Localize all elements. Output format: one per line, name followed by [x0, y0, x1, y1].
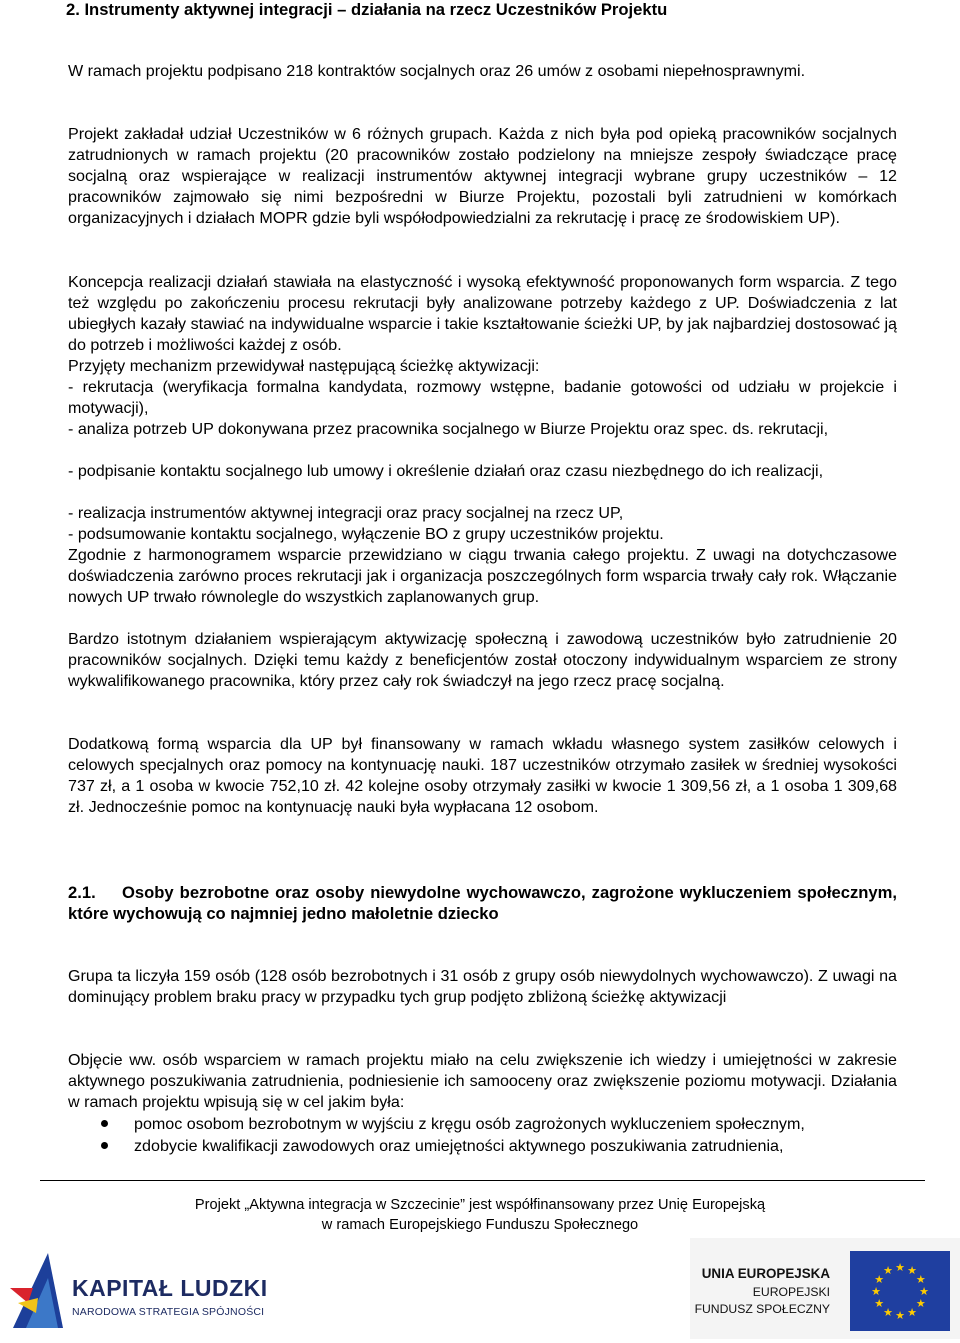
paragraph: Zgodnie z harmonogramem wsparcie przewidziano w ciągu trwania całego projektu. Z uwagi na dotychczasowe doświadczenia zarówno proces rekrutacji jak i organizacja poszczególnych form wsparcia trwały cały rok. Włączanie nowych UP trwało równolegle do wszystkich zaplanowanych grup. [68, 546, 897, 606]
paragraph: Objęcie ww. osób wsparciem w ramach projektu miało na celu zwiększenie ich wiedzy i umiejętności w zakresie aktywnego poszukiwania zatrudnienia, podniesienie ich samooceny oraz zwiększenie poziomu motywacji. Działania w ramach projektu wpisują się w cel jakim była: [68, 1051, 897, 1111]
footer-text [0, 1195, 960, 1235]
bullet-list [68, 1113, 897, 1157]
eu-star-icon: ★ [907, 1265, 917, 1278]
eu-star-icon: ★ [874, 1274, 885, 1286]
list-item: zdobycie kwalifikacji zawodowych oraz umiejętności aktywnego poszukiwania zatrudnienia, [68, 1135, 897, 1157]
subsection-number: 2.1. [68, 883, 96, 902]
eu-star-icon: ★ [907, 1306, 917, 1319]
paragraph: Bardzo istotnym działaniem wspierającym aktywizację społeczną i zawodową uczestników było zatrudnienie 20 pracowników socjalnych. Dzięki temu każdy z beneficjentów został otoczony indywidualnym wsparciem ze strony wykwalifikowanego pracownika, który przez cały rok świadczył na jego rzecz pracę socjalną. [68, 630, 897, 690]
footer-line: Projekt „Aktywna integracja w Szczecinie” jest współfinansowany przez Unię Europejską [194, 1197, 766, 1213]
eu-star-icon: ★ [883, 1265, 893, 1278]
eu-star-icon: ★ [919, 1286, 929, 1298]
paragraph: Dodatkową formą wsparcia dla UP był finansowany w ramach wkładu własnego system zasiłków celowych i celowych specjalnych oraz pomocy na kontynuację nauki. 187 uczestników otrzymało zasiłek w średniej wysokości 737 zł, a 1 osoba w kwocie 752,10 zł. 42 kolejne osoby otrzymały zasiłki w kwocie 1 309,56 zł, a 1 osoba 1 309,68 zł. Jednocześnie pomoc na kontynuację nauki była wypłacana 12 osobom. [68, 735, 897, 816]
eu-flag-icon [850, 1251, 950, 1331]
eu-title: UNIA EUROPEJSKA [701, 1266, 830, 1281]
eu-star-icon: ★ [895, 1310, 905, 1322]
list-line: - realizacja instrumentów aktywnej integracji oraz pracy socjalnej na rzecz UP, [68, 504, 624, 522]
bullet-icon [101, 1120, 108, 1127]
paragraph: Koncepcja realizacji działań stawiała na elastyczność i wysoką efektywność proponowanych form wsparcia. Z tego też względu po zakończeniu procesu rekrutacji były analizowane potrzeby każdego z UP. Doświadczenia z lat ubiegłych kazały stawiać na indywidualne wsparcie i takie kształtowanie ścieżki UP, by jak najbardziej dostosować ją do potrzeb i możliwości każdej z osób. [68, 273, 897, 354]
eu-star-icon: ★ [874, 1298, 885, 1310]
eu-star-icon: ★ [883, 1306, 893, 1319]
list-line: - rekrutacja (weryfikacja formalna kandydata, rozmowy wstępne, badanie gotowości od udziału w projekcie i motywacji), [68, 378, 897, 417]
paragraph: W ramach projektu podpisano 218 kontraktów socjalnych oraz 26 umów z osobami niepełnosprawnymi. [68, 62, 806, 80]
subsection-title: Osoby bezrobotne oraz osoby niewydolne wychowawczo, zagrożone wykluczeniem społecznym, które wychowują co najmniej jedno małoletnie dziecko [68, 883, 897, 923]
footer-divider [40, 1180, 925, 1181]
eu-logo [690, 1238, 960, 1339]
paragraph: Projekt zakładał udział Uczestników w 6 różnych grupach. Każda z nich była pod opieką pracowników socjalnych zatrudnionych w ramach projektu (20 pracowników zostało podzielony na mniejsze zespoły świadczące pracę socjalną oraz wspierające w realizacji instrumentów aktywnej integracji wybrane grupy uczestników – 12 pracowników zajmowało się nimi bezpośredni w Biurze Projektu, pozostali byli zatrudnieni w komórkach organizacyjnych i działach MOPR gdzie byli współodpowiedzialni za rekrutację i pracę ze środowiskiem UP). [68, 125, 897, 227]
eu-line: EUROPEJSKI [752, 1285, 830, 1299]
list-line: - analiza potrzeb UP dokonywana przez pracownika socjalnego w Biurze Projektu oraz spec. ds. rekrutacji, [68, 420, 829, 438]
eu-line: FUNDUSZ SPOŁECZNY [694, 1302, 830, 1316]
eu-star-icon: ★ [915, 1298, 926, 1310]
kapital-ludzki-title: KAPITAŁ LUDZKI [72, 1275, 268, 1301]
eu-star-icon: ★ [895, 1262, 905, 1274]
list-item: pomoc osobom bezrobotnym w wyjściu z kręgu osób zagrożonych wykluczeniem społecznym, [68, 1113, 897, 1135]
eu-star-icon: ★ [871, 1286, 881, 1298]
paragraph: Grupa ta liczyła 159 osób (128 osób bezrobotnych i 31 osób z grupy osób niewydolnych wychowawczo). Z uwagi na dominujący problem braku pracy w przypadku tych grup podjęto zbliżoną ścieżkę aktywizacji [68, 967, 897, 1006]
kapital-ludzki-emblem-icon [8, 1248, 68, 1338]
bullet-icon [101, 1142, 108, 1149]
subsection-heading [68, 882, 897, 924]
eu-star-icon: ★ [915, 1274, 926, 1286]
kapital-ludzki-subtitle: NARODOWA STRATEGIA SPÓJNOŚCI [72, 1306, 265, 1318]
kapital-ludzki-logo [8, 1248, 308, 1338]
section-heading: 2. Instrumenty aktywnej integracji – działania na rzecz Uczestników Projektu [66, 0, 668, 19]
paragraph: Przyjęty mechanizm przewidywał następującą ścieżkę aktywizacji: [68, 357, 540, 375]
list-line: - podpisanie kontaktu socjalnego lub umowy i określenie działań oraz czasu niezbędnego do ich realizacji, [68, 462, 824, 480]
footer-line: w ramach Europejskiego Funduszu Społecznego [321, 1217, 639, 1233]
list-line: - podsumowanie kontaktu socjalnego, wyłączenie BO z grupy uczestników projektu. [68, 525, 664, 543]
